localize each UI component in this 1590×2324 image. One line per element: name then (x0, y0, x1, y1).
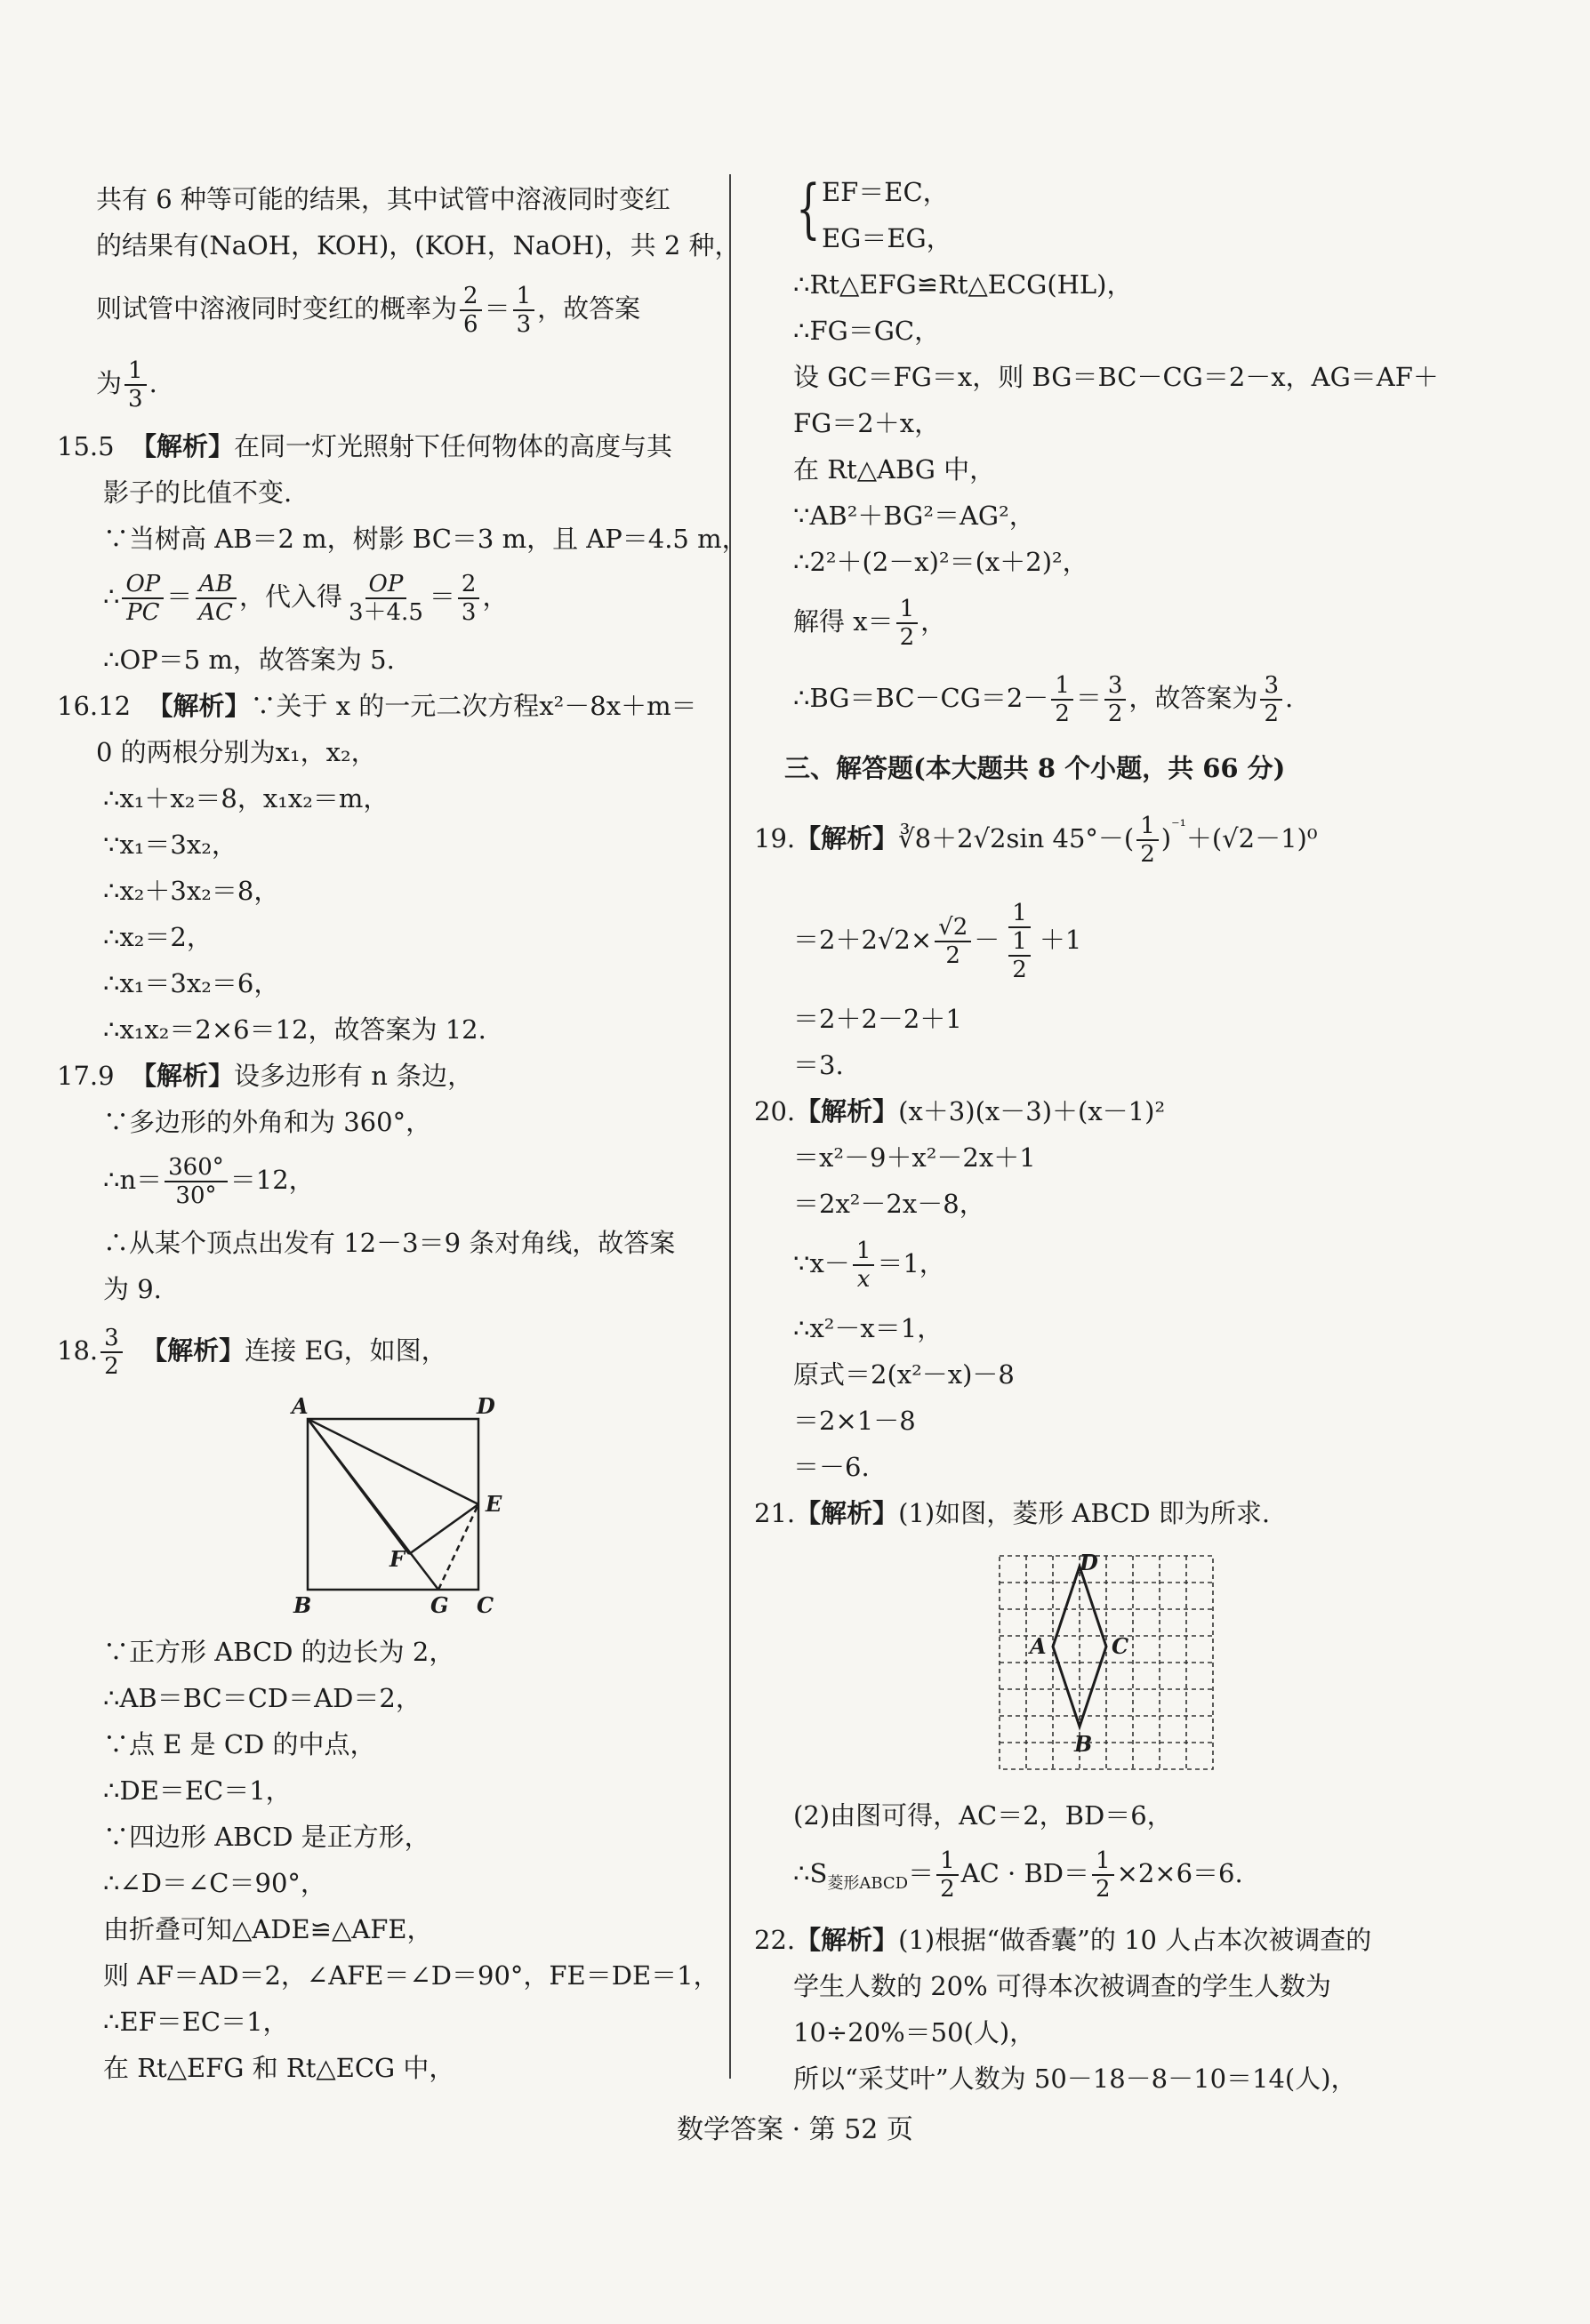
text: ) (1160, 823, 1172, 853)
text: ＋1 (1039, 925, 1082, 955)
analysis-tag: 【解析】 (131, 431, 235, 461)
question-number: 20. (754, 1096, 796, 1126)
text: ＝1， (877, 1248, 945, 1278)
brace: { (796, 171, 821, 245)
fraction: $\frac{3}{2}$ (1260, 672, 1282, 727)
text: ∴n＝ (103, 1165, 163, 1195)
fraction: $\frac{AB}{AC}$ (195, 571, 237, 626)
label-a: A (292, 1393, 309, 1419)
label-c: C (1112, 1633, 1129, 1659)
text-line: ＝2x²－2x－8， (793, 1189, 985, 1219)
text-line: ∴2²＋(2－x)²＝(x＋2)²， (793, 547, 1088, 577)
question-15 (57, 429, 672, 464)
text-line (793, 1238, 945, 1293)
label-f: F (389, 1546, 406, 1572)
fraction: $\frac{1}{3}$ (513, 283, 535, 338)
compound-fraction: $\frac{1}{\frac{1}{2}}$ (1002, 900, 1037, 983)
text-line: ＝2＋2－2＋1 (793, 1004, 962, 1034)
fraction: $\frac{1}{2}$ (1092, 1847, 1114, 1903)
text-line: ∴x²－x＝1， (793, 1313, 944, 1343)
text-line: (2)由图可得，AC＝2，BD＝6， (793, 1800, 1173, 1831)
text: ×2×6＝6. (1116, 1858, 1243, 1888)
label-e: E (486, 1491, 502, 1517)
text-line: ∴OP＝5 m，故答案为 5. (103, 645, 395, 675)
analysis-tag: 【解析】 (795, 1096, 899, 1126)
text-line: ∵AB²＋BG²＝AG²， (793, 501, 1035, 531)
rhombus-grid-figure (989, 1549, 1229, 1780)
fraction: $\frac{1}{2}$ (936, 1847, 959, 1903)
text: ，故答案为 (1128, 683, 1258, 713)
text-line: 的结果有(NaOH，KOH)，(KOH，NaOH)，共 2 种， (96, 230, 741, 260)
text-line: EG＝EG， (822, 223, 952, 253)
question-number: 15.5 (57, 431, 115, 461)
text-line: FG＝2＋x， (793, 408, 941, 438)
fraction: $\frac{3}{2}$ (100, 1325, 123, 1380)
label-d: D (477, 1393, 495, 1419)
text-line: ＝3. (793, 1050, 844, 1080)
segment-eg-dashed (438, 1504, 478, 1590)
text: ，故答案 (537, 293, 641, 324)
text: 解得 x＝ (793, 606, 894, 637)
text: ＝ (1075, 683, 1102, 713)
text: ∛8＋2√2sin 45°－( (898, 823, 1135, 853)
analysis-tag: 【解析】 (147, 691, 251, 721)
question-number: 21. (754, 1498, 796, 1528)
analysis-tag: 【解析】 (795, 1925, 899, 1955)
text-line: EF＝EC， (822, 177, 949, 207)
analysis-tag: 【解析】 (795, 1498, 899, 1528)
text-line: ∵多边形的外角和为 360°， (103, 1107, 432, 1137)
question-number: 19. (754, 823, 796, 853)
label-a: A (1030, 1633, 1047, 1659)
fraction: $\frac{2}{3}$ (458, 571, 480, 626)
label-c: C (477, 1592, 494, 1615)
text-line: ∴x₂＋3x₂＝8， (103, 876, 280, 906)
analysis-tag: 【解析】 (795, 823, 899, 853)
question-19 (754, 813, 1317, 868)
text: － (974, 925, 1000, 955)
question-22 (754, 1922, 1371, 1958)
analysis-tag: 【解析】 (141, 1335, 245, 1366)
fraction: $\frac{OP}{PC}$ (122, 571, 164, 626)
fraction: $\frac{1}{3}$ (124, 357, 147, 413)
text: AC · BD＝ (960, 1858, 1090, 1888)
fraction: $\frac{3}{2}$ (1104, 672, 1127, 727)
text: 为 (96, 368, 123, 398)
text: 连接 EG，如图， (245, 1335, 447, 1366)
question-number: 17.9 (57, 1061, 115, 1091)
question-18 (57, 1325, 447, 1380)
text: ∴S (793, 1858, 828, 1888)
text-line: 为 9. (103, 1274, 162, 1304)
text-line: ∴∠D＝∠C＝90°， (103, 1868, 326, 1898)
text: ， (920, 606, 947, 637)
text-line: 为 $\frac{1}{3}$ . (96, 357, 157, 413)
text-line: ＝2×1－8 (793, 1406, 916, 1436)
text-line: 原式＝2(x²－x)－8 (793, 1359, 1015, 1390)
text-line: 所以“采艾叶”人数为 50－18－8－10＝14(人)， (793, 2064, 1357, 2094)
subscript: 菱形ABCD (827, 1873, 909, 1893)
text-line: 共有 6 种等可能的结果，其中试管中溶液同时变红 (96, 184, 671, 214)
text-line: ∵x₁＝3x₂， (103, 829, 237, 860)
label-d: D (1080, 1550, 1098, 1575)
text-line: 10÷20%＝50(人)， (793, 2017, 1036, 2048)
text-line (793, 596, 946, 651)
fraction: $\frac{1}{2}$ (1136, 813, 1159, 868)
fraction: $\frac{√2}{2}$ (935, 914, 971, 969)
question-17 (57, 1058, 473, 1094)
text: ∵关于 x 的一元二次方程x²－8x＋m＝ (250, 691, 697, 721)
text: ＝12， (229, 1165, 315, 1195)
fraction: $\frac{1}{2}$ (896, 596, 919, 651)
text-line: ∵当树高 AB＝2 m，树影 BC＝3 m，且 AP＝4.5 m， (103, 524, 748, 554)
question-16 (57, 688, 697, 724)
text-line: 在 Rt△EFG 和 Rt△ECG 中， (103, 2053, 455, 2083)
text-line (793, 1847, 1243, 1903)
text: ，代入得 (238, 581, 342, 612)
segment-af (308, 1419, 409, 1554)
text-line: 则试管中溶液同时变红的概率为 $\frac{2}{6}$ ＝ $\frac{1}{3}$ ，故答案 (96, 283, 641, 338)
text: (x＋3)(x－3)＋(x－1)² (898, 1096, 1166, 1126)
text-line: ∵四边形 ABCD 是正方形， (103, 1822, 430, 1852)
text-line: ∴DE＝EC＝1， (103, 1775, 292, 1806)
fraction: $\frac{OP}{3+4.5}$ (348, 571, 423, 626)
text: ∴BG＝BC－CG＝2－ (793, 683, 1049, 713)
text-line: ∴x₁＋x₂＝8，x₁x₂＝m， (103, 783, 389, 813)
label-b: B (293, 1592, 312, 1615)
text-line: 由折叠可知△ADE≌△AFE， (103, 1914, 433, 1944)
text-line: ∵正方形 ABCD 的边长为 2， (103, 1637, 455, 1667)
text-line: ∴x₂＝2， (103, 922, 213, 952)
exponent: ⁻¹ (1171, 817, 1186, 836)
text-line: ＝x²－9＋x²－2x＋1 (793, 1142, 1036, 1173)
text-line: ∴FG＝GC， (793, 316, 941, 346)
text-line: ∴ $\frac{OP}{PC}$ ＝ $\frac{AB}{AC}$ ，代入得 $\frac{OP}{3+4.5}$ ＝ $\frac{2}{3}$ ， (103, 571, 509, 626)
text-line: ∴AB＝BC＝CD＝AD＝2， (103, 1683, 422, 1713)
label-b: B (1074, 1731, 1093, 1757)
analysis-tag: 【解析】 (131, 1061, 235, 1091)
text-line: 在 Rt△ABG 中， (793, 454, 996, 485)
text: (1)如图，菱形 ABCD 即为所求. (898, 1498, 1271, 1528)
fraction: $\frac{360^\circ}{30^\circ}$ (165, 1154, 228, 1209)
question-number: 22. (754, 1925, 796, 1955)
text-line (793, 672, 1293, 727)
question-20 (754, 1094, 1165, 1129)
question-number: 18. (57, 1335, 99, 1366)
text-line (793, 900, 1081, 983)
text: (1)根据“做香囊”的 10 人占本次被调查的 (898, 1925, 1372, 1955)
segment-fe (409, 1504, 478, 1554)
text-line: ＝－6. (793, 1452, 870, 1482)
text: ＋(√2－1)⁰ (1185, 823, 1318, 853)
text-line: ∴Rt△EFG≌Rt△ECG(HL)， (793, 269, 1133, 300)
text-line: 则 AF＝AD＝2，∠AFE＝∠D＝90°，FE＝DE＝1， (103, 1960, 719, 1991)
text: 在同一灯光照射下任何物体的高度与其 (234, 431, 673, 461)
text: 则试管中溶液同时变红的概率为 (96, 293, 458, 324)
label-g: G (430, 1592, 449, 1615)
text: . (1284, 683, 1294, 713)
text-line: 设 GC＝FG＝x，则 BG＝BC－CG＝2－x，AG＝AF＋ (793, 362, 1439, 392)
text-line: ∴x₁＝3x₂＝6， (103, 968, 280, 998)
grid-lines (1000, 1556, 1213, 1769)
fraction: $\frac{1}{x}$ (853, 1238, 875, 1293)
text: ＝ (908, 1858, 935, 1888)
fraction: $\frac{1}{2}$ (1051, 672, 1073, 727)
text: ∵x－ (793, 1248, 850, 1278)
question-number: 16.12 (57, 691, 132, 721)
page-footer: 数学答案 · 第 52 页 (677, 2114, 913, 2145)
text: 设多边形有 n 条边， (234, 1061, 474, 1091)
text-line: ∴EF＝EC＝1， (103, 2007, 289, 2037)
square-fold-figure (274, 1392, 612, 1615)
text-line: ∵点 E 是 CD 的中点， (103, 1729, 376, 1759)
text-line: 学生人数的 20% 可得本次被调查的学生人数为 (793, 1971, 1331, 2001)
text-line: 影子的比值不变. (103, 477, 293, 508)
text-line: ∴x₁x₂＝2×6＝12，故答案为 12. (103, 1014, 486, 1045)
section-heading: 三、解答题(本大题共 8 个小题，共 66 分) (784, 753, 1286, 783)
segment-ae (308, 1419, 478, 1504)
fraction: $\frac{1}{2}$ (1008, 928, 1031, 983)
question-21 (754, 1495, 1270, 1531)
text-line: 0 的两根分别为x₁，x₂， (96, 737, 377, 767)
text: ＝2＋2√2× (793, 925, 933, 955)
text-line: ∴从某个顶点出发有 12－3＝9 条对角线，故答案 (103, 1228, 676, 1258)
text-line (103, 1154, 315, 1209)
fraction: $\frac{2}{6}$ (460, 283, 482, 338)
column-divider (729, 174, 731, 2079)
